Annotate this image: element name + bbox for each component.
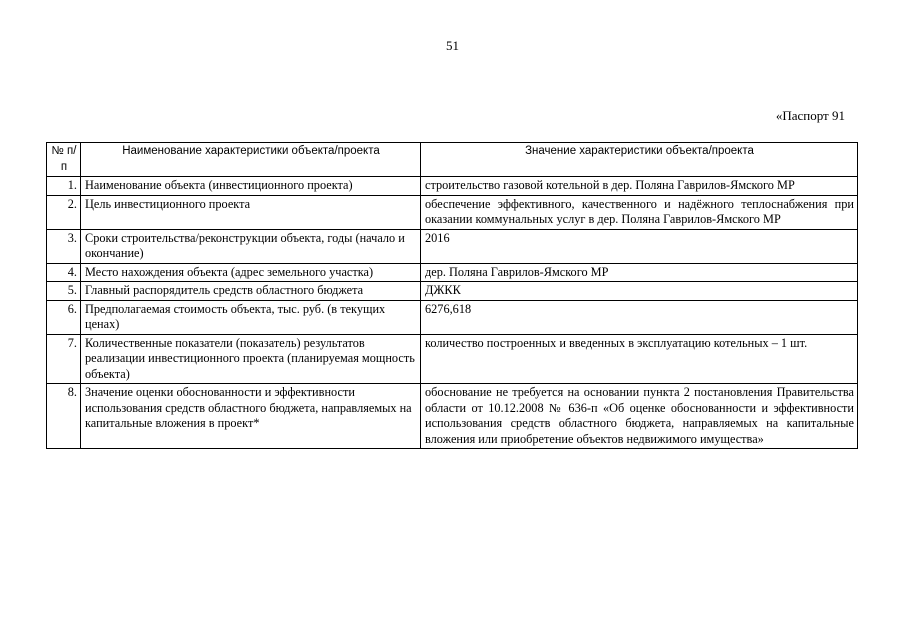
row-num: 3. <box>47 229 81 263</box>
table-row <box>47 334 858 384</box>
table-row <box>47 282 858 301</box>
table-row <box>47 229 858 263</box>
document-header: «Паспорт 91 <box>775 108 845 123</box>
table-row <box>47 177 858 196</box>
row-name: Цель инвестиционного проекта <box>81 195 421 229</box>
row-name: Значение оценки обоснованности и эффективности использования средств областного бюджета, направляемых на капитальные вложения в проект* <box>81 384 421 449</box>
row-value: количество построенных и введенных в эксплуатацию котельных – 1 шт. <box>421 334 858 384</box>
row-name: Наименование объекта (инвестиционного проекта) <box>81 177 421 196</box>
row-name: Количественные показатели (показатель) результатов реализации инвестиционного проекта (планируемая мощность объекта) <box>81 334 421 384</box>
row-name: Сроки строительства/реконструкции объекта, годы (начало и окончание) <box>81 229 421 263</box>
row-value: дер. Поляна Гаврилов-Ямского МР <box>421 263 858 282</box>
passport-table <box>46 142 858 449</box>
row-value: ДЖКК <box>421 282 858 301</box>
header-name: Наименование характеристики объекта/проекта <box>81 143 421 177</box>
page-number: 51 <box>446 38 459 53</box>
row-name: Предполагаемая стоимость объекта, тыс. руб. (в текущих ценах) <box>81 300 421 334</box>
row-value: 2016 <box>421 229 858 263</box>
table-row <box>47 263 858 282</box>
row-value: обеспечение эффективного, качественного и надёжного теплоснабжения при оказании коммунальных услуг в дер. Поляна Гаврилов-Ямского МР <box>421 195 858 229</box>
table-header-row <box>47 143 858 177</box>
row-num: 1. <box>47 177 81 196</box>
row-num: 5. <box>47 282 81 301</box>
row-name: Место нахождения объекта (адрес земельного участка) <box>81 263 421 282</box>
row-num: 2. <box>47 195 81 229</box>
table-row <box>47 195 858 229</box>
row-value: 6276,618 <box>421 300 858 334</box>
row-num: 4. <box>47 263 81 282</box>
table-row <box>47 300 858 334</box>
header-num: № п/п <box>47 143 81 177</box>
row-num: 8. <box>47 384 81 449</box>
row-num: 6. <box>47 300 81 334</box>
row-name: Главный распорядитель средств областного бюджета <box>81 282 421 301</box>
row-value: строительство газовой котельной в дер. Поляна Гаврилов-Ямского МР <box>421 177 858 196</box>
table-row <box>47 384 858 449</box>
row-value: обоснование не требуется на основании пункта 2 постановления Правительства области от 10.12.2008 № 636-п «Об оценке обоснованности и эффективности использования средств областного бюджета, направляемых на капитальные вложения или приобретение объектов недвижимого имущества» <box>421 384 858 449</box>
header-value: Значение характеристики объекта/проекта <box>421 143 858 177</box>
row-num: 7. <box>47 334 81 384</box>
